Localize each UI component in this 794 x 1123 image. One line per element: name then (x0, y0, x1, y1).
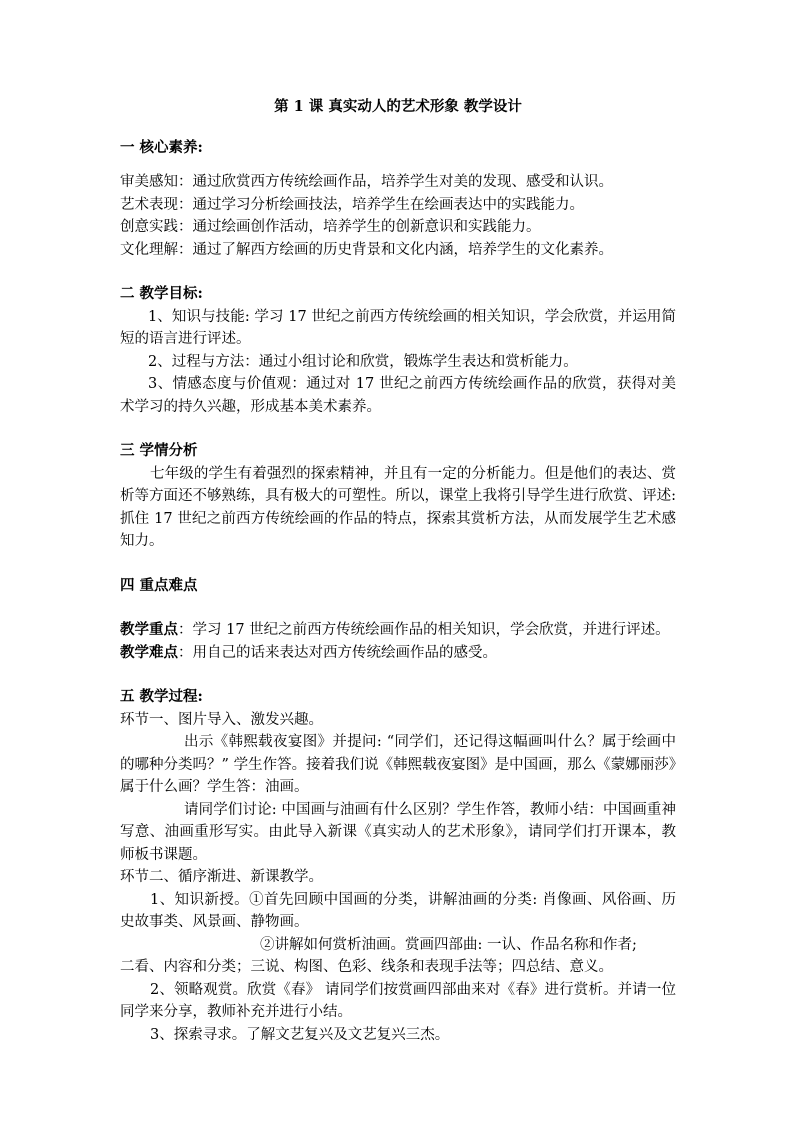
core-literacy-line: 文化理解：通过了解西方绘画的历史背景和文化内涵，培养学生的文化素养。 (120, 241, 613, 258)
section-heading-key-points: 四 重点难点 (120, 576, 198, 594)
core-literacy-line: 审美感知：通过欣赏西方传统绘画作品，培养学生对美的发现、感受和认识。 (120, 174, 613, 190)
core-literacy-line: 艺术表现：通过学习分析绘画技法，培养学生在绘画表达中的实践能力。 (120, 196, 584, 213)
step2-title: 环节二、循序渐进、新课教学。 (120, 869, 323, 885)
step2-paragraph: 二看、内容和分类；三说、构图、色彩、线条和表现手法等；四总结、意义。 (120, 959, 613, 975)
step2-paragraph: 1、知识新授。①首先回顾中国画的分类，讲解油画的分类: 肖像画、风俗画、历史故事类、风景画、静物画。 (120, 891, 676, 930)
teaching-focus-label: 教学重点 (120, 621, 178, 638)
section-heading-teaching-goals: 二 教学目标: (120, 285, 203, 302)
goal-item-attitude: 3、情感态度与价值观：通过对 17 世纪之前西方传统绘画作品的欣赏，获得对美术学习的持久兴趣，形成基本美术素养。 (120, 376, 676, 415)
teaching-difficulty-text: ：用自己的话来表达对西方传统绘画作品的感受。 (178, 644, 497, 661)
core-literacy-line: 创意实践：通过绘画创作活动，培养学生的创新意识和实践能力。 (120, 219, 541, 235)
section-heading-student-analysis: 三 学情分析 (120, 442, 198, 459)
document-page (120, 96, 676, 1046)
teaching-difficulty-label: 教学难点 (120, 643, 178, 661)
teaching-focus-text: ：学习 17 世纪之前西方传统绘画作品的相关知识，学会欣赏，并进行评述。 (178, 622, 670, 638)
document-title: 第 1 课 真实动人的艺术形象 教学设计 (274, 98, 522, 115)
goal-item-process: 2、过程与方法：通过小组讨论和欣赏，锻炼学生表达和赏析能力。 (148, 353, 578, 370)
student-analysis-body: 七年级的学生有着强烈的探索精神，并且有一定的分析能力。但是他们的表达、赏析等方面还不够熟练，具有极大的可塑性。所以，课堂上我将引导学生进行欣赏、评述: 抓住 17 世纪之前西方传统绘画的作品的特点，探索其赏析方法，从而发展学生艺术感知力。 (120, 465, 676, 549)
teaching-focus (120, 619, 676, 642)
section-heading-teaching-process: 五 教学过程: (120, 688, 203, 705)
step1-paragraph: 请同学们讨论: 中国画与油画有什么区别？学生作答，教师小结：中国画重神写意、油画重形写实。由此导入新课《真实动人的艺术形象》，请同学们打开课本，教师板书课题。 (120, 801, 676, 863)
goal-item-knowledge: 1、知识与技能: 学习 17 世纪之前西方传统绘画的相关知识，学会欣赏，并运用简短的语言进行评述。 (120, 308, 676, 347)
teaching-difficulty (120, 642, 676, 665)
step1-title: 环节一、图片导入、激发兴趣。 (120, 711, 323, 728)
step1-paragraph: 出示《韩熙载夜宴图》并提问: “同学们，还记得这幅画叫什么？属于绘画中的哪种分类吗？” 学生作答。接着我们说《韩熙载夜宴图》是中国画，那么《蒙娜丽莎》属于什么画？学生答：油画。 (120, 734, 676, 795)
section-heading-core-literacy: 一 核心素养: (120, 138, 203, 156)
step2-paragraph: 3、探索寻求。了解文艺复兴及文艺复兴三杰。 (150, 1026, 450, 1043)
step2-paragraph: ②讲解如何赏析油画。赏画四部曲: 一认、作品名称和作者; (260, 936, 637, 953)
step2-paragraph: 2、领略观赏。欣赏《春》 请同学们按赏画四部曲来对《春》进行赏析。并请一位同学来分享，教师补充并进行小结。 (120, 981, 676, 1020)
